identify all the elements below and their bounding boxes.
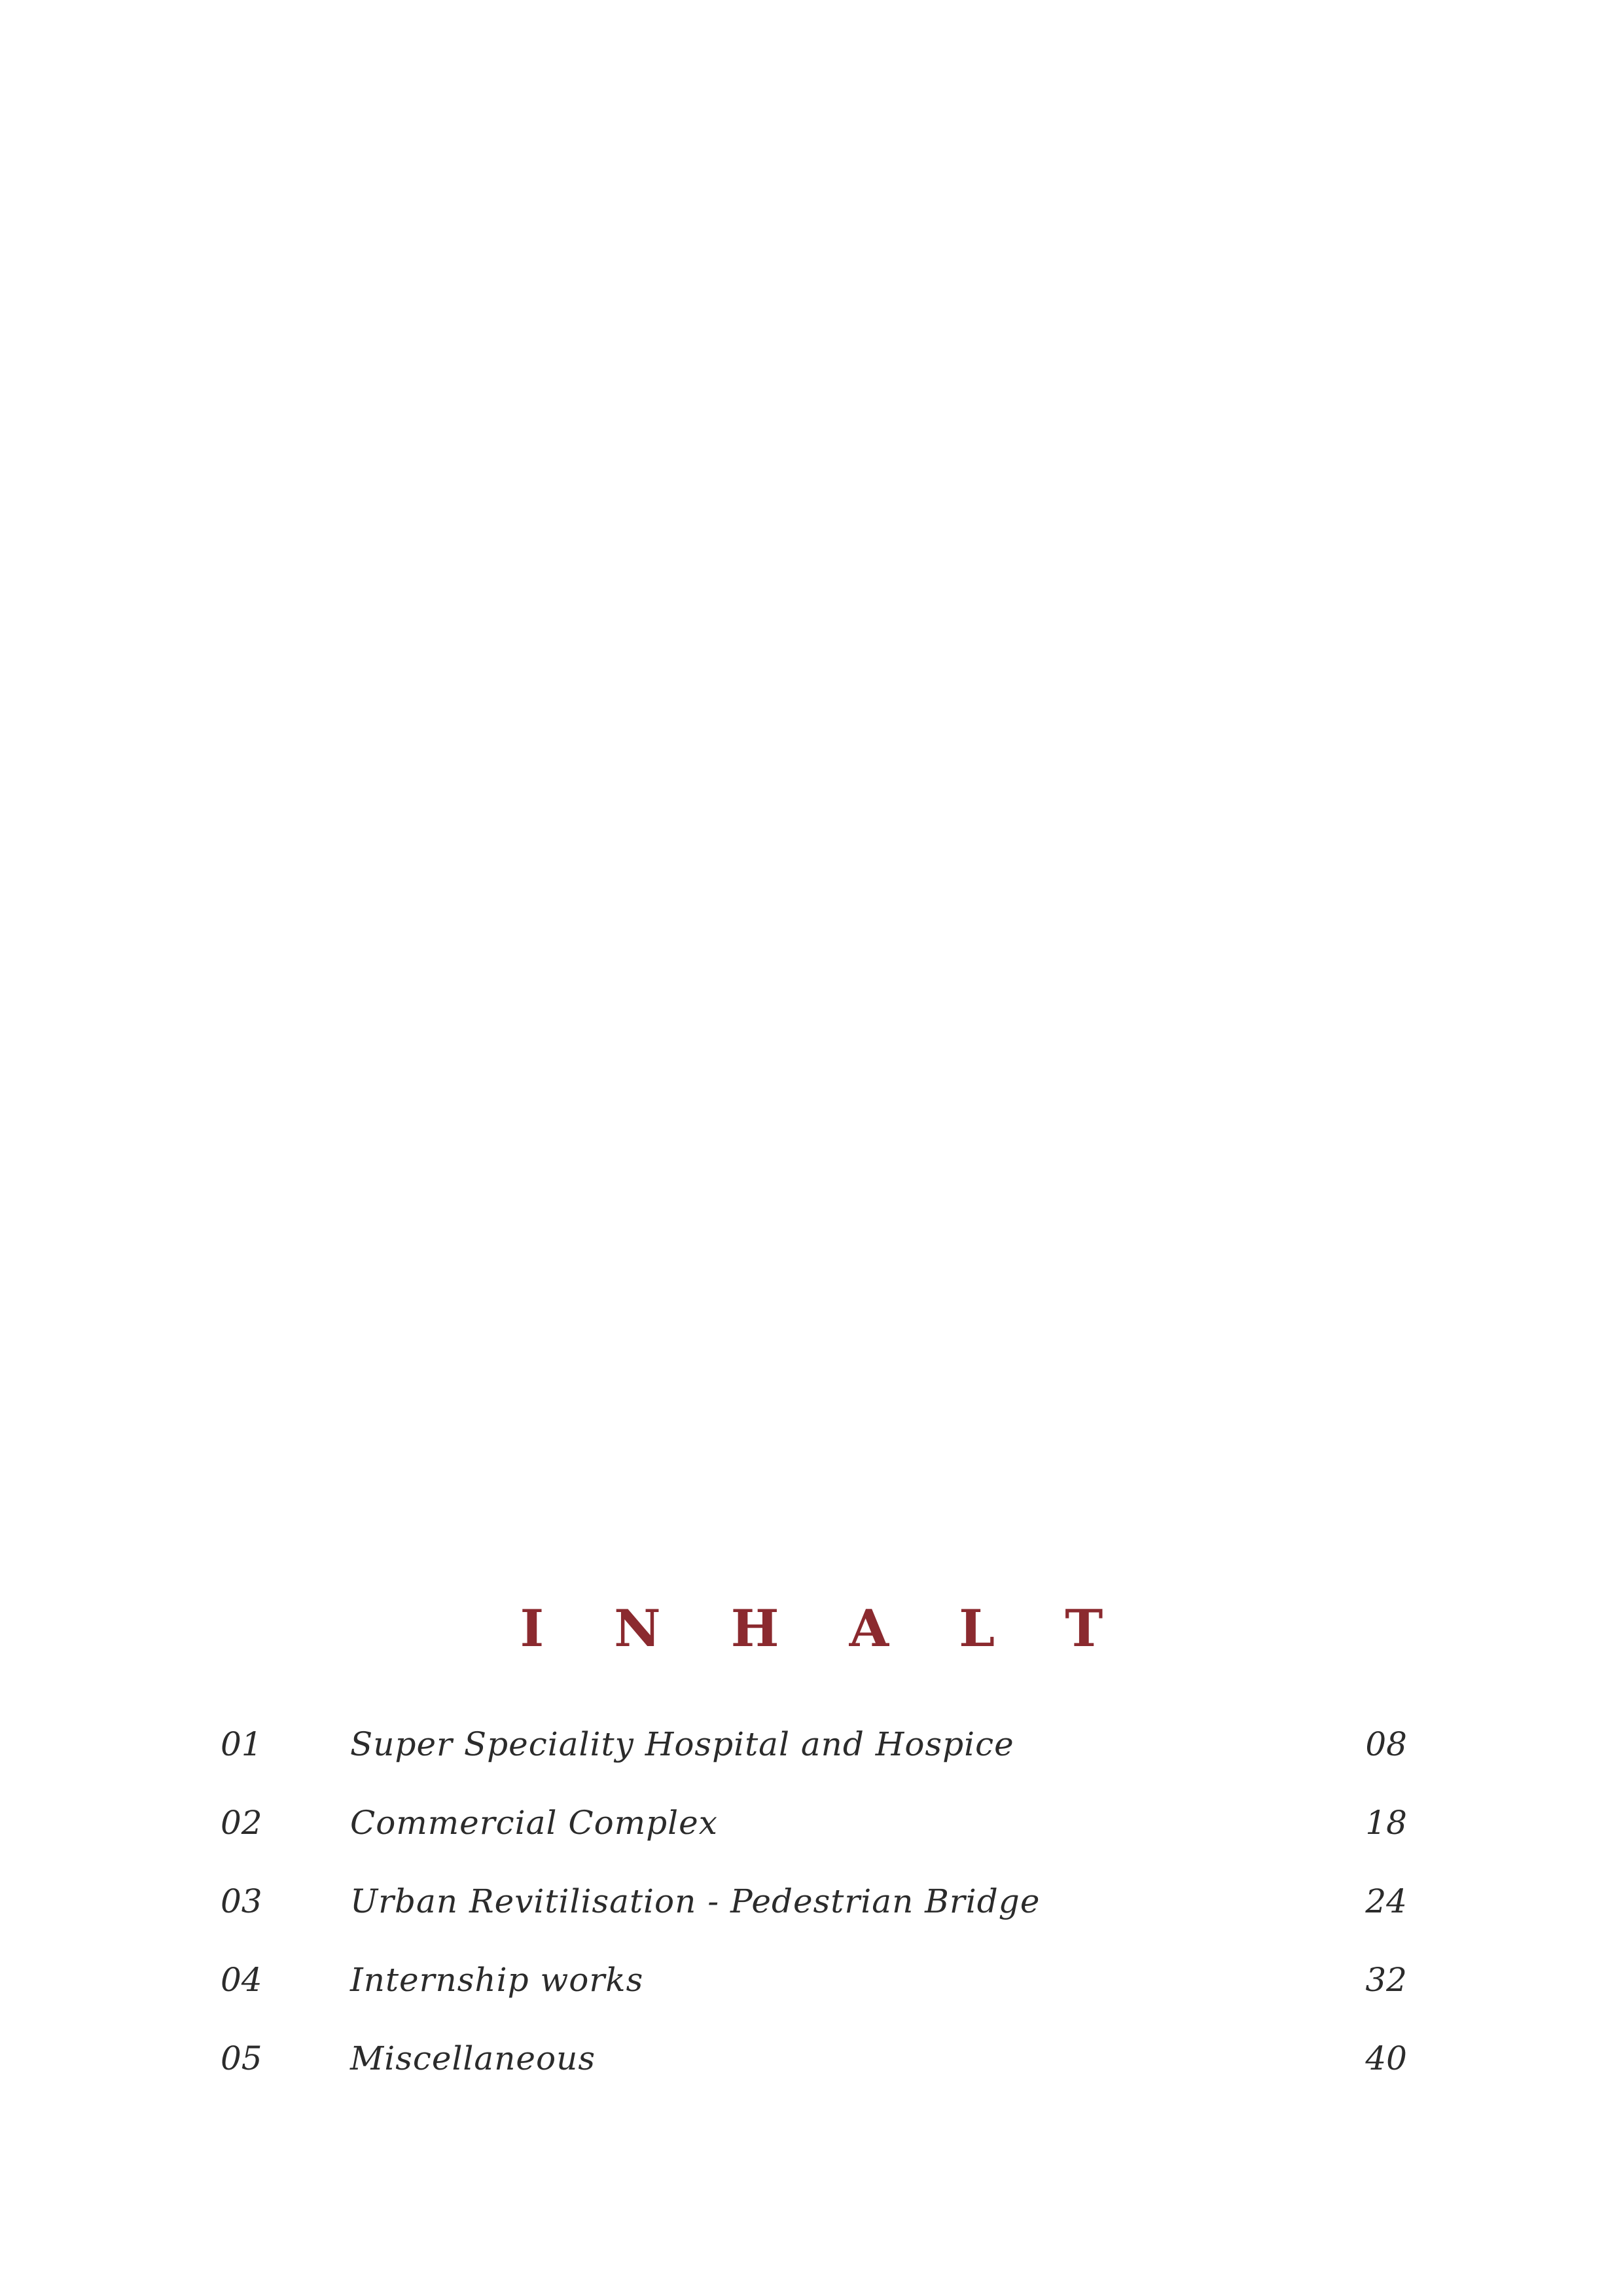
toc-entry-number: 04 bbox=[221, 1961, 262, 1999]
toc-entry-label: Urban Revitilisation - Pedestrian Bridge bbox=[350, 1882, 1041, 1920]
toc-entry-label: Super Speciality Hospital and Hospice bbox=[350, 1725, 1014, 1763]
toc-entry-page: 08 bbox=[1365, 1725, 1407, 1763]
toc-entry-05[interactable] bbox=[0, 2039, 1623, 2121]
toc-entry-label: Internship works bbox=[350, 1961, 644, 1999]
toc-entry-03[interactable] bbox=[0, 1882, 1623, 1964]
toc-entry-page: 18 bbox=[1365, 1804, 1407, 1842]
toc-entry-number: 02 bbox=[221, 1804, 262, 1842]
toc-entry-number: 01 bbox=[221, 1725, 262, 1763]
toc-entry-number: 03 bbox=[221, 1882, 262, 1920]
table-of-contents bbox=[0, 1725, 1623, 2121]
toc-entry-01[interactable] bbox=[0, 1725, 1623, 1806]
toc-entry-page: 24 bbox=[1365, 1882, 1407, 1920]
toc-entry-number: 05 bbox=[221, 2039, 262, 2077]
toc-entry-04[interactable] bbox=[0, 1961, 1623, 2042]
toc-entry-label: Commercial Complex bbox=[350, 1804, 718, 1842]
toc-entry-page: 40 bbox=[1365, 2039, 1407, 2077]
toc-title: I N H A L T bbox=[520, 1599, 1130, 1659]
toc-entry-page: 32 bbox=[1365, 1961, 1407, 1999]
toc-entry-label: Miscellaneous bbox=[350, 2039, 596, 2077]
toc-entry-02[interactable] bbox=[0, 1806, 1623, 1885]
